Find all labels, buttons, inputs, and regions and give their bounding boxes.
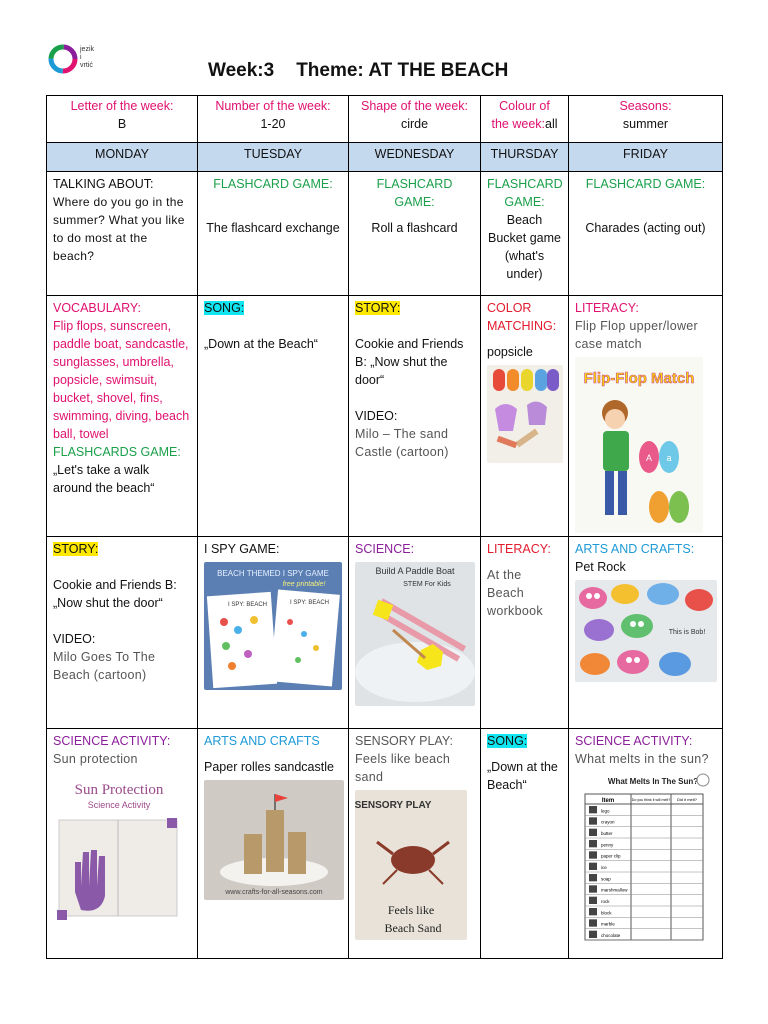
svg-text:Flip-Flop Match: Flip-Flop Match xyxy=(583,370,695,387)
cell-tue-1: FLASHCARD GAME: The flashcard exchange xyxy=(198,172,349,296)
worksheet-item-icon xyxy=(589,908,597,915)
day-monday: MONDAY xyxy=(47,143,198,172)
svg-text:a: a xyxy=(666,453,672,463)
logo-text: jezik i vrtić xyxy=(80,46,95,69)
activity-row-4 xyxy=(47,729,723,959)
activity-row-2 xyxy=(47,296,723,537)
cell-wed-3: SCIENCE: Build A Paddle Boat STEM For Kids xyxy=(349,537,481,729)
cell-thu-3: LITERACY: At the Beach workbook xyxy=(481,537,569,729)
worksheet-item-icon xyxy=(589,897,597,904)
pet-rock-image xyxy=(575,580,717,682)
worksheet-item-label: lego xyxy=(601,808,610,814)
worksheet-item-icon xyxy=(589,919,597,926)
cell-tue-3: I SPY GAME: BEACH THEMED I SPY GAME free printable! I SPY: BEACH I SPY: BEACH xyxy=(198,537,349,729)
svg-text:Feels like: Feels like xyxy=(387,903,435,917)
svg-text:What Melts In The Sun?: What Melts In The Sun? xyxy=(607,777,699,786)
page-title xyxy=(208,60,508,82)
week-label: Week:3 xyxy=(208,60,275,81)
cell-thu-4: SONG: „Down at the Beach“ xyxy=(481,729,569,959)
cell-wed-1: FLASHCARD GAME: Roll a flashcard xyxy=(349,172,481,296)
day-thursday: THURSDAY xyxy=(481,143,569,172)
worksheet-item-icon xyxy=(589,806,597,813)
svg-text:Item: Item xyxy=(601,798,615,804)
svg-text:Did it melt?: Did it melt? xyxy=(676,797,698,802)
day-wednesday: WEDNESDAY xyxy=(349,143,481,172)
svg-text:Do you think it will melt?: Do you think it will melt? xyxy=(631,798,671,802)
seasons: Seasons: summer xyxy=(569,96,723,143)
letter-of-week: Letter of the week: B xyxy=(47,96,198,143)
sandcastle-image xyxy=(204,780,344,900)
paddle-boat-image xyxy=(355,562,475,706)
popsicle-image xyxy=(487,365,563,463)
svg-text:A: A xyxy=(645,453,653,463)
cell-wed-2: STORY: Cookie and Friends B: „Now shut the door“ VIDEO: Milo – The sand Castle (cartoon) xyxy=(349,296,481,537)
svg-text:www.crafts-for-all-seasons.com: www.crafts-for-all-seasons.com xyxy=(225,889,323,896)
worksheet-item-label: butter xyxy=(601,831,613,836)
svg-text:STEM For Kids: STEM For Kids xyxy=(403,581,451,588)
cell-fri-3: ARTS AND CRAFTS: Pet Rock This is Bob! xyxy=(569,537,723,729)
days-row xyxy=(47,143,723,172)
svg-text:Sun Protection: Sun Protection xyxy=(74,782,164,798)
sun-protection-image xyxy=(53,772,185,932)
worksheet-item-icon xyxy=(589,874,597,881)
worksheet-item-label: penny xyxy=(601,842,614,848)
cell-mon-4: SCIENCE ACTIVITY: Sun protection Sun Protection Science Activity xyxy=(47,729,198,959)
flip-flop-match-image xyxy=(575,357,703,533)
worksheet-item-label: ice xyxy=(601,865,607,870)
sensory-play-image xyxy=(355,790,467,940)
day-friday: FRIDAY xyxy=(569,143,723,172)
i-spy-image xyxy=(204,562,342,690)
colour-of-week: Colour of the week:all xyxy=(481,96,569,143)
worksheet-item-icon xyxy=(589,817,597,824)
activity-row-3 xyxy=(47,537,723,729)
info-row xyxy=(47,96,723,143)
activity-row-1 xyxy=(47,172,723,296)
cell-fri-2: LITERACY: Flip Flop upper/lower case match Flip-Flop Match A a xyxy=(569,296,723,537)
svg-text:I SPY: BEACH: I SPY: BEACH xyxy=(228,602,268,608)
svg-text:I SPY: BEACH: I SPY: BEACH xyxy=(290,600,330,606)
worksheet-item-icon xyxy=(589,863,597,870)
cell-mon-2: VOCABULARY: Flip flops, sunscreen, paddle boat, sandcastle, sunglasses, umbrella, popsicle, swimsuit, bucket, shovel, fins, swimming, diving, beach ball, towel FLASHCARDS GAME: „Let's take a walk around the beach“ xyxy=(47,296,198,537)
svg-text:Science Activity: Science Activity xyxy=(87,800,151,810)
cell-thu-2: COLOR MATCHING: popsicle xyxy=(481,296,569,537)
cell-wed-4: SENSORY PLAY: Feels like beach sand SENSORY PLAY Feels like Beach Sand xyxy=(349,729,481,959)
worksheet-item-label: marble xyxy=(601,921,615,927)
cell-tue-2: SONG: „Down at the Beach“ xyxy=(198,296,349,537)
svg-text:free printable!: free printable! xyxy=(282,581,326,588)
worksheet-item-label: crayon xyxy=(601,819,615,825)
cell-thu-1: FLASHCARD GAME: Beach Bucket game (what's under) xyxy=(481,172,569,296)
svg-text:SENSORY PLAY: SENSORY PLAY xyxy=(355,800,432,811)
worksheet-item-label: marshmallow xyxy=(601,887,628,893)
worksheet-item-label: chocolate xyxy=(601,933,621,938)
svg-text:This is Bob!: This is Bob! xyxy=(668,629,706,636)
logo xyxy=(48,44,78,74)
cell-mon-1: TALKING ABOUT: Where do you go in the summer? What you like to do most at the beach? xyxy=(47,172,198,296)
worksheet-item-label: rock xyxy=(601,899,610,904)
cell-tue-4: ARTS AND CRAFTS Paper rolles sandcastle www.crafts-for-all-seasons.com xyxy=(198,729,349,959)
day-tuesday: TUESDAY xyxy=(198,143,349,172)
worksheet-item-icon xyxy=(589,829,597,836)
svg-text:Beach Sand: Beach Sand xyxy=(384,921,442,935)
theme-label: Theme: AT THE BEACH xyxy=(296,60,509,81)
worksheet-item-icon xyxy=(589,840,597,847)
shape-of-week: Shape of the week: cirde xyxy=(349,96,481,143)
svg-text:Build A Paddle Boat: Build A Paddle Boat xyxy=(375,566,455,576)
cell-fri-1: FLASHCARD GAME: Charades (acting out) xyxy=(569,172,723,296)
cell-mon-3: STORY: Cookie and Friends B: „Now shut the door“ VIDEO: Milo Goes To The Beach (cartoon) xyxy=(47,537,198,729)
worksheet-item-icon xyxy=(589,851,597,858)
worksheet-item-label: soap xyxy=(601,876,611,882)
number-of-week: Number of the week: 1-20 xyxy=(198,96,349,143)
cell-fri-4: SCIENCE ACTIVITY: What melts in the sun? What Melts In The Sun? Item Do you think it will melt? Did it melt? lego crayon butter penny paper clip ice soap marshmallow rock block marble chocolate xyxy=(569,729,723,959)
worksheet-item-icon xyxy=(589,885,597,892)
worksheet-item-label: paper clip xyxy=(601,853,621,859)
svg-text:BEACH THEMED I SPY GAME: BEACH THEMED I SPY GAME xyxy=(217,569,329,578)
worksheet-item-icon xyxy=(589,931,597,938)
worksheet-item-label: block xyxy=(601,910,612,916)
weekly-plan-table xyxy=(46,95,723,959)
what-melts-worksheet-image xyxy=(575,772,713,944)
